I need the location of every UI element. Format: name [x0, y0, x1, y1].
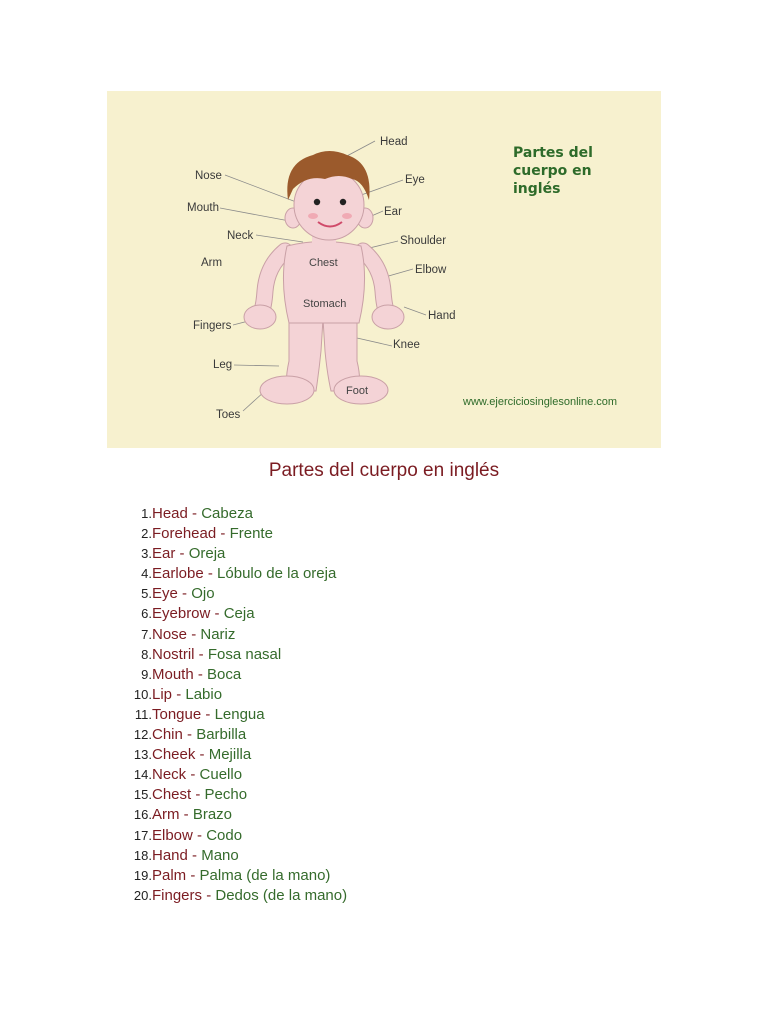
- vocabulary-item: [124, 645, 347, 665]
- spanish-translation: Nariz: [200, 625, 236, 643]
- body-diagram: [107, 91, 661, 448]
- english-term: Cheek: [152, 746, 196, 764]
- item-number: 6.: [141, 606, 152, 622]
- term-separator: -: [186, 866, 200, 884]
- label-leg: Leg: [213, 359, 233, 371]
- label-ear: Ear: [384, 206, 402, 218]
- item-number: 3.: [141, 546, 152, 562]
- spanish-translation: Barbilla: [196, 726, 247, 744]
- vocabulary-item: [124, 725, 347, 745]
- item-number: 19.: [133, 867, 152, 883]
- label-mouth: Mouth: [187, 202, 219, 214]
- label-knee: Knee: [393, 339, 420, 351]
- english-term: Nose: [152, 625, 188, 643]
- vocabulary-item: [124, 665, 347, 685]
- spanish-translation: Pecho: [204, 786, 248, 804]
- label-foot: Foot: [346, 385, 369, 397]
- term-separator: -: [192, 826, 207, 844]
- vocabulary-item: [124, 886, 347, 906]
- english-term: Fingers: [152, 886, 203, 904]
- item-number: 17.: [133, 827, 152, 843]
- item-number: 16.: [133, 807, 152, 823]
- english-term: Head: [152, 505, 188, 522]
- spanish-translation: Labio: [185, 685, 223, 703]
- term-separator: -: [195, 746, 209, 764]
- spanish-translation: Lóbulo de la oreja: [217, 565, 337, 583]
- english-term: Eye: [152, 585, 178, 603]
- term-separator: -: [179, 806, 193, 824]
- vocabulary-item: [124, 524, 347, 544]
- spanish-translation: Boca: [207, 665, 242, 683]
- item-number: 18.: [133, 847, 152, 863]
- spanish-translation: Ojo: [191, 585, 215, 603]
- term-separator: -: [186, 766, 200, 784]
- term-separator: -: [191, 786, 205, 804]
- vocabulary-item: [124, 826, 347, 846]
- label-stomach: Stomach: [303, 298, 347, 310]
- spanish-translation: Codo: [206, 826, 243, 844]
- english-term: Neck: [152, 766, 187, 784]
- page-heading: Partes del cuerpo en inglés: [268, 460, 500, 481]
- item-number: 14.: [133, 767, 152, 783]
- spanish-translation: Mano: [201, 846, 239, 864]
- vocabulary-item: [124, 765, 347, 785]
- spanish-translation: Mejilla: [208, 746, 252, 764]
- item-number: 15.: [133, 787, 152, 803]
- vocabulary-item: [124, 564, 347, 584]
- label-shoulder: Shoulder: [400, 235, 447, 247]
- spanish-translation: Dedos (de la mano): [215, 886, 348, 904]
- vocabulary-item: [124, 544, 347, 564]
- item-number: 2.: [141, 526, 152, 542]
- english-term: Chest: [152, 786, 192, 804]
- vocabulary-item: [124, 625, 347, 645]
- english-term: Forehead: [152, 525, 217, 543]
- english-term: Nostril: [152, 645, 195, 663]
- spanish-translation: Ceja: [223, 605, 255, 623]
- item-number: 12.: [133, 727, 152, 743]
- term-separator: -: [201, 705, 215, 723]
- english-term: Hand: [152, 846, 188, 864]
- english-term: Eyebrow: [152, 605, 211, 623]
- item-number: 9.: [141, 666, 152, 682]
- spanish-translation: Lengua: [214, 705, 265, 723]
- english-term: Palm: [152, 866, 187, 884]
- term-separator: -: [194, 645, 208, 663]
- item-number: 11.: [134, 706, 152, 722]
- item-number: 4.: [141, 566, 152, 582]
- term-separator: -: [182, 726, 197, 744]
- spanish-translation: Cabeza: [201, 505, 253, 522]
- item-number: 13.: [133, 747, 152, 763]
- label-nose: Nose: [195, 170, 222, 182]
- vocabulary-item: [124, 584, 347, 604]
- body-parts-illustration: [107, 91, 661, 448]
- english-term: Tongue: [152, 705, 202, 723]
- vocabulary-item: [124, 846, 347, 866]
- label-chest: Chest: [309, 257, 338, 269]
- item-number: 8.: [141, 646, 152, 662]
- vocabulary-list: [124, 504, 347, 906]
- label-head: Head: [380, 136, 408, 148]
- term-separator: -: [210, 605, 224, 623]
- figure-website: www.ejerciciosinglesonline.com: [463, 396, 618, 408]
- english-term: Arm: [152, 806, 180, 824]
- item-number: 10.: [133, 686, 152, 702]
- label-arm: Arm: [201, 257, 223, 269]
- vocabulary-item: [124, 705, 347, 725]
- english-term: Elbow: [152, 826, 193, 844]
- label-neck: Neck: [227, 230, 254, 242]
- english-term: Earlobe: [152, 565, 204, 583]
- vocabulary-item: [124, 685, 347, 705]
- term-separator: -: [193, 665, 208, 683]
- spanish-translation: Oreja: [188, 545, 226, 563]
- figure-title-line-3: inglés: [513, 181, 561, 197]
- term-separator: -: [202, 886, 216, 904]
- english-term: Ear: [152, 545, 176, 563]
- vocabulary-item: [124, 604, 347, 624]
- spanish-translation: Palma (de la mano): [199, 866, 331, 884]
- vocabulary-item: [124, 745, 347, 765]
- english-term: Chin: [152, 726, 183, 744]
- item-number: 1.: [141, 506, 152, 521]
- item-number: 7.: [141, 626, 152, 642]
- spanish-translation: Fosa nasal: [207, 645, 282, 663]
- item-number: 20.: [133, 887, 152, 903]
- spanish-translation: Brazo: [192, 806, 233, 824]
- term-separator: -: [177, 585, 192, 603]
- term-separator: -: [216, 525, 230, 543]
- spanish-translation: Cuello: [199, 766, 243, 784]
- label-elbow: Elbow: [415, 264, 447, 276]
- label-hand: Hand: [428, 310, 456, 322]
- vocabulary-item: [124, 805, 347, 825]
- item-number: 5.: [141, 586, 152, 602]
- term-separator: -: [172, 685, 186, 703]
- figure-title-line-1: Partes del: [513, 145, 593, 161]
- english-term: Mouth: [152, 665, 194, 683]
- english-term: Lip: [152, 685, 173, 703]
- vocabulary-item: [124, 504, 347, 524]
- term-separator: -: [187, 625, 201, 643]
- term-separator: -: [175, 545, 189, 563]
- label-toes: Toes: [216, 409, 241, 421]
- figure-title-line-2: cuerpo en: [513, 163, 592, 179]
- spanish-translation: Frente: [229, 525, 273, 543]
- vocabulary-item: [124, 785, 347, 805]
- term-separator: -: [187, 846, 202, 864]
- vocabulary-item: [124, 866, 347, 886]
- label-eye: Eye: [405, 174, 425, 186]
- term-separator: -: [187, 505, 202, 522]
- term-separator: -: [203, 565, 218, 583]
- label-fingers: Fingers: [193, 320, 232, 332]
